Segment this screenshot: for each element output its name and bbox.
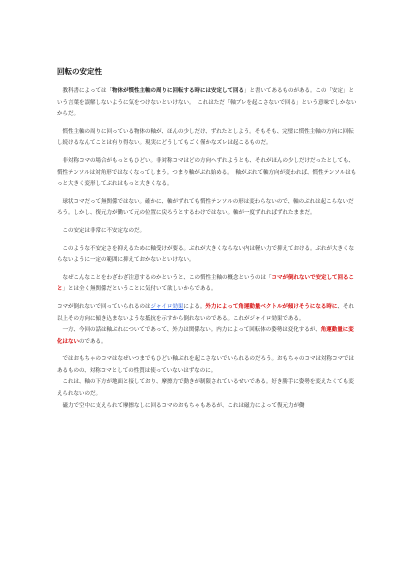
paragraph	[57, 156, 357, 191]
paragraph	[57, 401, 357, 413]
paragraph-text: 非対称コマの場合がもっともひどい。非対称コマはどの方向へずれようとも、それがほんの少しだけだったとしても、慣性テンソルは対角形ではなくなってしまう。つまり軸がぶれ始める。 軸がぶれて軸方向が変われば、慣性テンソルはもっと大きく変形してぶれはもっと大きくなる。	[57, 157, 357, 188]
paragraph	[57, 273, 357, 296]
paragraph	[57, 302, 357, 325]
paragraph	[57, 86, 357, 121]
paragraph	[57, 244, 357, 267]
paragraph-text: 、それ以上その方向に傾き込まないような抵抗を示すから倒れないのである。これがジャイロ効果である。	[57, 303, 354, 322]
paragraph-text: 」とは全く無関係だということに気付いて欲しいからである。	[62, 286, 217, 293]
paragraph-text: コマが倒れないで回っていられるのは	[57, 303, 151, 310]
paragraph-text: のである。	[79, 338, 107, 345]
paragraph-text: 慣性主軸の周りに回っている物体の軸が、ほんの少しだけ、ずれたとしよう。そもそも、完璧に慣性主軸の方向に回転し続けるなんてことは有り得ない。現実にどうしてもごく僅かなズレは起こるものだ。	[57, 128, 354, 147]
paragraph-text: ではおもちゃのコマはなぜいつまでもひどい軸ぶれを起こさないでいられるのだろう。おもちゃのコマは対称コマではあるものの、対称コマとしての性質は使っていないはずなのに。	[57, 356, 355, 374]
paragraph	[57, 377, 357, 400]
gyro-effect-link[interactable]: ジャイロ効果	[150, 303, 184, 310]
paragraph-text: なぜこんなことをわざわざ注意するのかというと、この慣性主軸の概念というのは「	[57, 274, 272, 281]
paragraph-text: このような不安定さを抑えるために軸受けが要る。ぶれが大きくならない内は軽い力で抑えておける。ぶれが大きくならないように一定の範囲に抑えておかないといけない。	[57, 245, 355, 264]
paragraph-text: 教科書によっては「	[57, 88, 113, 94]
paragraph	[57, 197, 357, 220]
paragraph-text: による。	[183, 303, 206, 310]
paragraph-text: 」と書いてあるものがある。この「安定」という言葉を誤解しないように気をつけないといけない。 これはただ「軸ブレを起こさないで回る」という意味でしかないからだ。	[57, 88, 357, 118]
highlighted-text: 物体が慣性主軸の周りに回転する時には安定して回る	[112, 88, 245, 94]
paragraph	[57, 226, 357, 238]
paragraph-text: 球状コマだって無関係ではない。確かに、軸がずれても慣性テンソルの形は変わらないので、軸のぶれは起こらないだろう。しかし、復元力が働いて元の位置に戻ろうとするわけではない。軸が一度ずれればずれたままだ。	[57, 198, 354, 217]
highlighted-text: 外力によって角運動量ベクトルが傾けそうになる時に	[205, 303, 338, 310]
paragraph-text: この安定は非常に不安定なのだ。	[57, 227, 146, 234]
paragraph-text: これは、軸の下方が地面と接しており、摩擦力で動きが制限されているせいである。好き勝手に姿勢を変えたくても変えられないのだ。	[57, 379, 354, 398]
paragraph-text: 磁力で空中に支えられて摩擦なしに回るコマのおもちゃもあるが、これは磁力によって復元力が働	[57, 402, 305, 409]
paragraph	[57, 127, 357, 150]
section-title: 回転の安定性	[57, 67, 102, 76]
paragraph	[57, 354, 357, 377]
paragraph-text: 一方、今回の話は軸ぶれについてであって、外力は関係ない。内力によって回転体の姿勢は変化するが、	[57, 327, 321, 334]
paragraph	[57, 325, 357, 348]
article-body	[57, 86, 357, 412]
highlighted-text: コマが倒れないで安定して回ること	[57, 274, 355, 293]
highlighted-text: 角運動量に変化はない	[57, 327, 354, 345]
